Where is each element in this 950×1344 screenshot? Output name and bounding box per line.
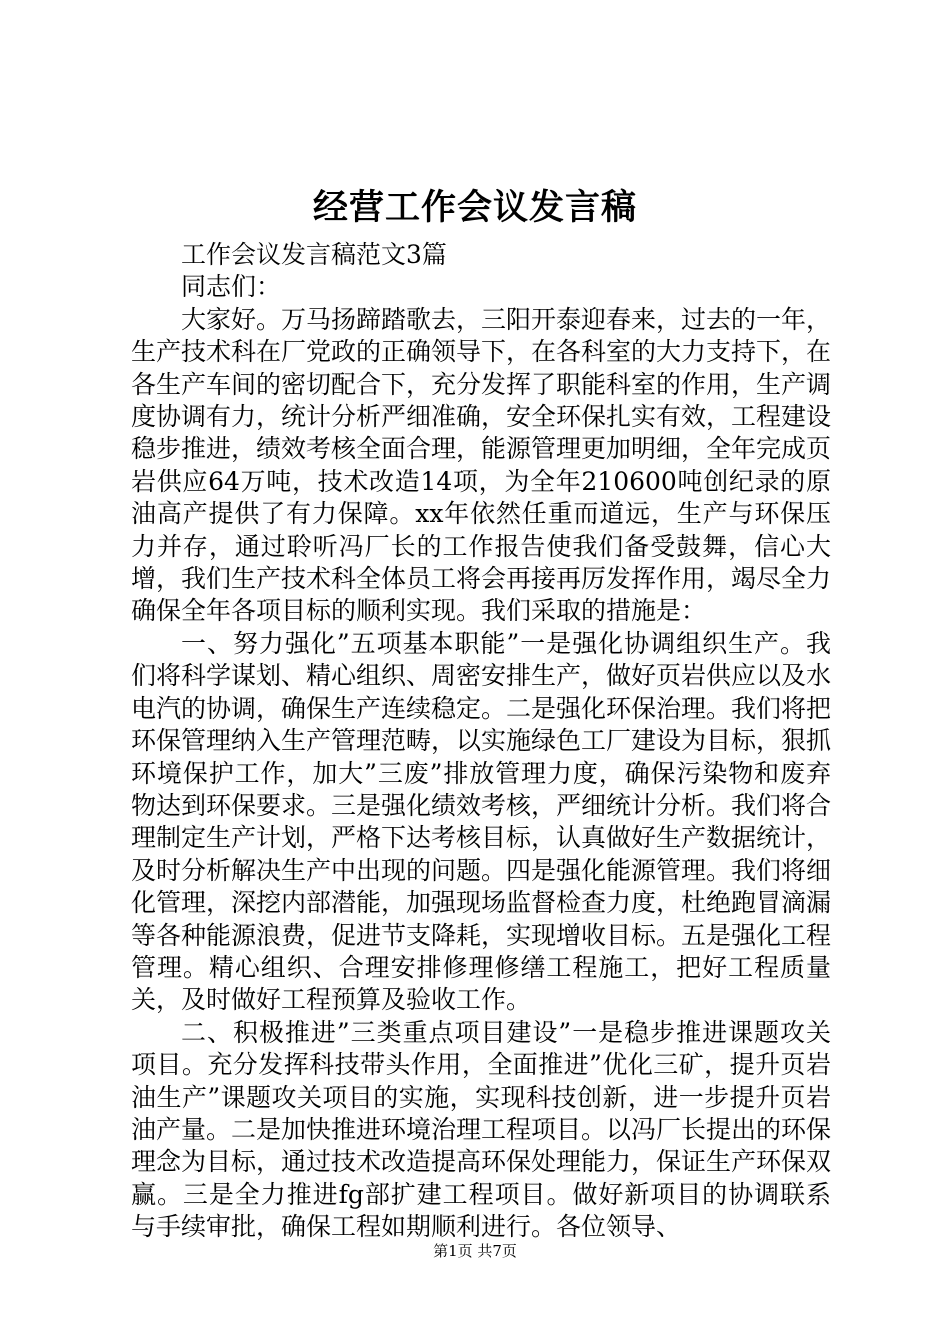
salutation-paragraph: 同志们： [181, 272, 282, 302]
subtitle-paragraph: 工作会议发言稿范文3篇 [181, 240, 447, 269]
body-paragraph: 大家好。万马扬蹄踏歌去，三阳开泰迎春来，过去的一年，生产技术科在厂党政的正确领导下，在各科室的大力支持下，在各生产车间的密切配合下，充分发挥了职能科室的作用，生产调度协调有力，统计分析严细准确，安全环保扎实有效，工程建设稳步推进，绩效考核全面合理，能源管理更加明细，全年完成页岩供应64万吨，技术改造14项，为全年210600吨创纪录的原油高产提供了有力保障。xx年依然任重而道远，生产与环保压力并存，通过聆听冯厂长的工作报告使我们备受鼓舞，信心大增，我们生产技术科全体员工将会再接再厉发挥作用，竭尽全力确保全年各项目标的顺利实现。我们采取的措施是： [131, 304, 832, 626]
page-footer: 第1页 共7页 [433, 1242, 517, 1260]
document-title: 经营工作会议发言稿 [312, 188, 637, 228]
document-body [131, 239, 831, 1244]
body-paragraph: 二、积极推进”三类重点项目建设”一是稳步推进课题攻关项目。充分发挥科技带头作用，全面推进”优化三矿，提升页岩油生产”课题攻关项目的实施，实现科技创新，进一步提升页岩油产量。二是加快推进环境治理工程项目。以冯厂长提出的环保理念为目标，通过技术改造提高环保处理能力，保证生产环保双赢。三是全力推进fg部扩建工程项目。做好新项目的协调联系与手续审批，确保工程如期顺利进行。各位领导、 [131, 1017, 832, 1242]
body-paragraph: 一、努力强化”五项基本职能”一是强化协调组织生产。我们将科学谋划、精心组织、周密安排生产，做好页岩供应以及水电汽的协调，确保生产连续稳定。二是强化环保治理。我们将把环保管理纳入生产管理范畴，以实施绿色工厂建设为目标，狠抓环境保护工作，加大”三废”排放管理力度，确保污染物和废弃物达到环保要求。三是强化绩效考核，严细统计分析。我们将合理制定生产计划，严格下达考核目标，认真做好生产数据统计，及时分析解决生产中出现的问题。四是强化能源管理。我们将细化管理，深挖内部潜能，加强现场监督检查力度，杜绝跑冒滴漏等各种能源浪费，促进节支降耗，实现增收目标。五是强化工程管理。精心组织、合理安排修理修缮工程施工，把好工程质量关，及时做好工程预算及验收工作。 [131, 628, 832, 1015]
